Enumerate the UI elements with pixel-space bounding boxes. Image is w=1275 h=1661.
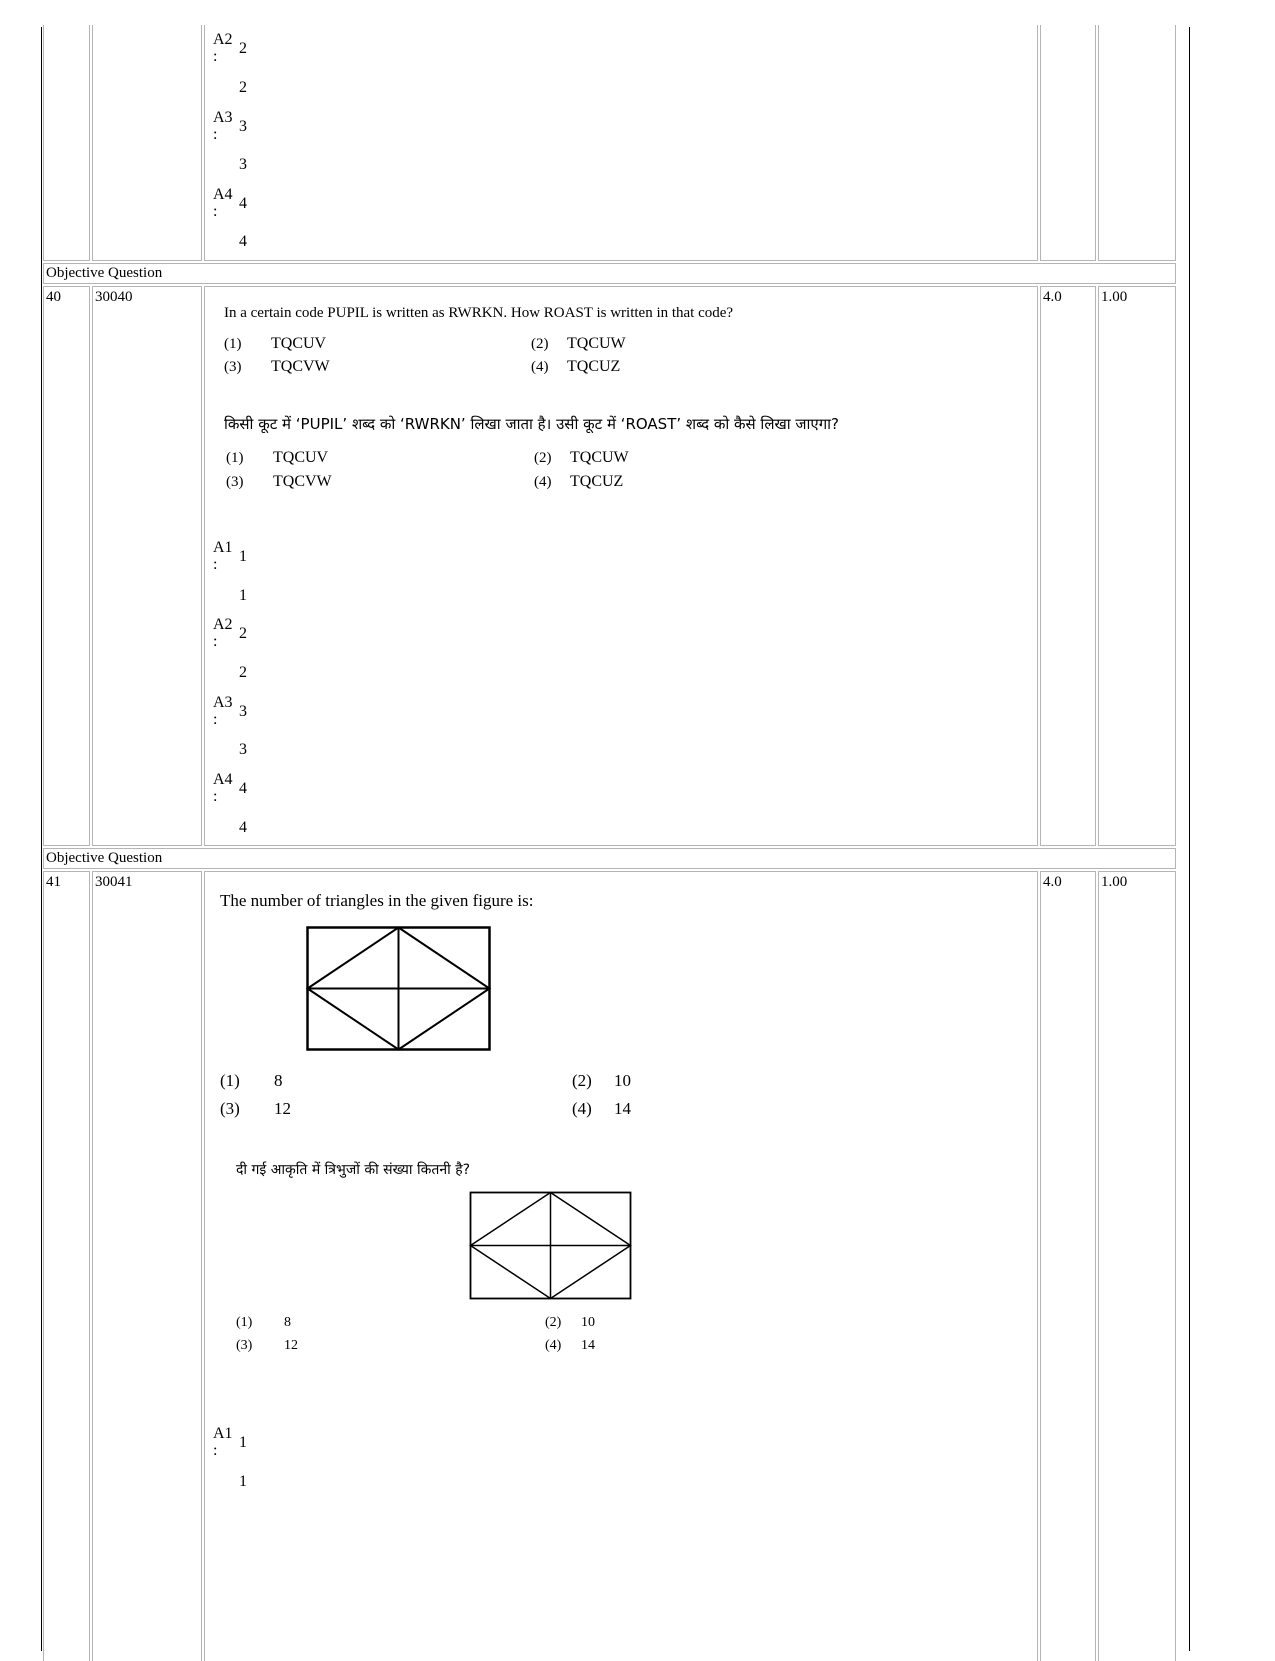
answer-colon: : (213, 203, 218, 220)
marks-cell (1040, 871, 1096, 1661)
option-text: TQCUW (567, 335, 626, 352)
option-text: TQCVW (273, 473, 332, 490)
answer-value: 4 (239, 195, 247, 212)
row-top-neg-cell (1098, 25, 1176, 261)
triangle-figure-hindi (469, 1191, 633, 1301)
option-text: 10 (581, 1315, 595, 1330)
question-number-cell (43, 871, 90, 1661)
answer-value: 3 (239, 703, 247, 720)
option-number: (1) (220, 1071, 240, 1090)
row-top-content-cell (204, 25, 1038, 261)
option-number: (3) (236, 1338, 253, 1353)
question-text-english: The number of triangles in the given figure is: (220, 891, 534, 910)
answer-colon: : (213, 48, 218, 65)
answer-text: 3 (239, 156, 247, 173)
question-type-label: Objective Question (46, 265, 163, 281)
option-number: (2) (531, 336, 549, 352)
option-number: (4) (572, 1099, 592, 1118)
option-number: (3) (226, 474, 244, 490)
marks-value: 4.0 (1043, 874, 1062, 890)
answer-value: 1 (239, 1434, 247, 1451)
option-text: TQCUZ (570, 473, 624, 490)
question-type-header (43, 848, 1176, 869)
option-number: (1) (236, 1315, 253, 1330)
option-number: (2) (545, 1315, 562, 1330)
answer-label: A1 (213, 539, 233, 556)
option-text: 10 (614, 1071, 631, 1090)
answer-colon: : (213, 126, 218, 143)
option-number: (1) (226, 450, 244, 466)
option-number: (4) (531, 359, 549, 375)
negative-marks-value: 1.00 (1101, 289, 1128, 305)
row-top-id-cell (92, 25, 202, 261)
answer-label: A4 (213, 186, 233, 203)
answer-text: 1 (239, 587, 247, 604)
question-number: 40 (46, 289, 61, 305)
question-id: 30041 (95, 874, 133, 890)
answer-text: 4 (239, 819, 247, 836)
question-id: 30040 (95, 289, 133, 305)
answer-value: 3 (239, 118, 247, 135)
answer-text: 1 (239, 1473, 247, 1490)
option-text: TQCVW (271, 358, 330, 375)
option-number: (2) (572, 1071, 592, 1090)
question-text-hindi: किसी कूट में ‘PUPIL’ शब्द को ‘RWRKN’ लिखा जाता है। उसी कूट में ‘ROAST’ शब्द को कैसे लिखा जाएगा? (224, 415, 840, 433)
option-text: 12 (284, 1338, 298, 1353)
answer-text: 2 (239, 664, 247, 681)
answer-label: A1 (213, 1425, 233, 1442)
question-id-cell (92, 871, 202, 1661)
page-border-right (1189, 27, 1190, 1651)
negative-marks-cell (1098, 286, 1176, 846)
answer-value: 1 (239, 548, 247, 565)
answer-colon: : (213, 711, 218, 728)
negative-marks-value: 1.00 (1101, 874, 1128, 890)
answer-label: A3 (213, 109, 233, 126)
answer-colon: : (213, 788, 218, 805)
option-text: TQCUV (273, 449, 329, 466)
answer-value: 2 (239, 625, 247, 642)
answer-colon: : (213, 1442, 218, 1459)
option-text: 12 (274, 1099, 291, 1118)
answer-colon: : (213, 633, 218, 650)
option-text: 14 (614, 1099, 631, 1118)
option-number: (4) (534, 474, 552, 490)
question-type-header (43, 263, 1176, 284)
question-text-hindi: दी गई आकृति में त्रिभुजों की संख्या कितनी है? (236, 1162, 471, 1178)
option-text: 14 (581, 1338, 595, 1353)
question-type-label: Objective Question (46, 850, 163, 866)
answer-label: A2 (213, 31, 233, 48)
option-number: (3) (220, 1099, 240, 1118)
option-text: TQCUZ (567, 358, 621, 375)
answer-text: 2 (239, 79, 247, 96)
answer-value: 4 (239, 780, 247, 797)
option-text: 8 (284, 1315, 291, 1330)
answer-text: 4 (239, 233, 247, 250)
option-number: (4) (545, 1338, 562, 1353)
answer-value: 2 (239, 40, 247, 57)
option-number: (3) (224, 359, 242, 375)
row-top-num-cell (43, 25, 90, 261)
answer-text: 3 (239, 741, 247, 758)
question-text-english: In a certain code PUPIL is written as RWRKN. How ROAST is written in that code? (224, 305, 734, 321)
triangle-figure-english (306, 926, 492, 1052)
answer-label: A2 (213, 616, 233, 633)
option-text: TQCUV (271, 335, 327, 352)
question-number-cell (43, 286, 90, 846)
option-number: (2) (534, 450, 552, 466)
question-id-cell (92, 286, 202, 846)
marks-value: 4.0 (1043, 289, 1062, 305)
answer-label: A4 (213, 771, 233, 788)
page-border-left (41, 27, 42, 1651)
option-number: (1) (224, 336, 242, 352)
question-number: 41 (46, 874, 61, 890)
option-text: TQCUW (570, 449, 629, 466)
row-top-marks-cell (1040, 25, 1096, 261)
answer-label: A3 (213, 694, 233, 711)
negative-marks-cell (1098, 871, 1176, 1661)
marks-cell (1040, 286, 1096, 846)
option-text: 8 (274, 1071, 283, 1090)
answer-colon: : (213, 556, 218, 573)
